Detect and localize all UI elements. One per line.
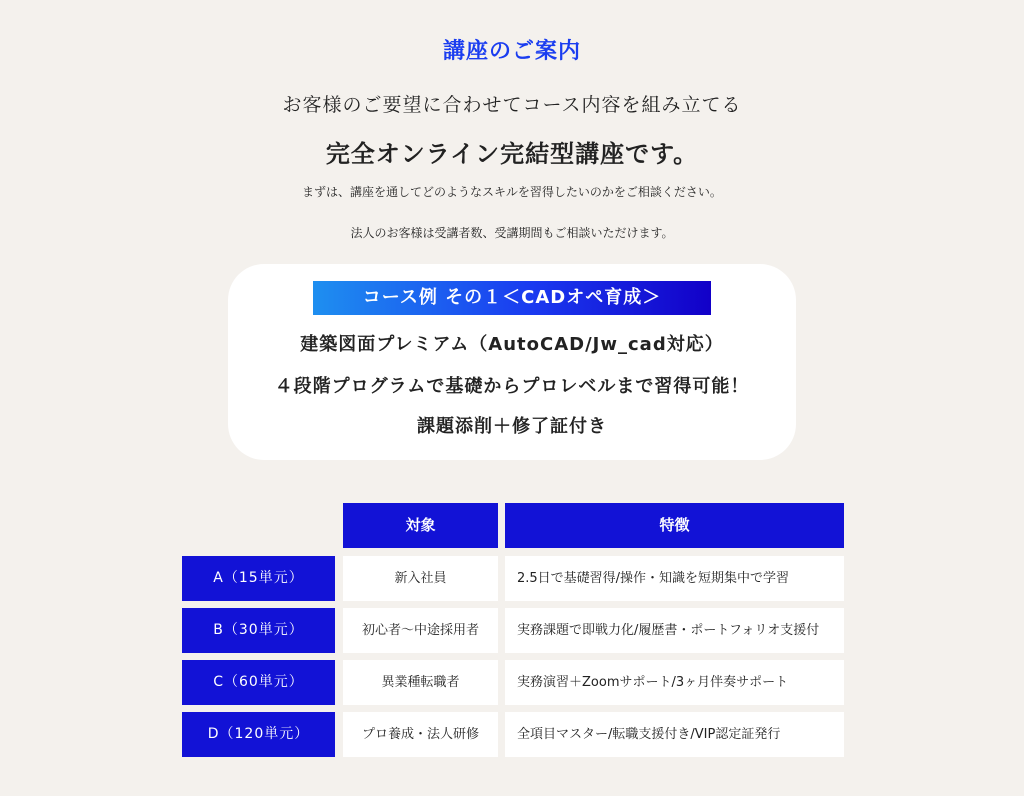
course-example-card [228,264,796,460]
row-label: C（60単元） [182,660,335,705]
corporate-note: 法人のお客様は受講者数、受講期間もご相談いただけます。 [350,226,674,240]
row-feature: 実務課題で即戦力化/履歴書・ポートフォリオ支援付 [505,608,844,653]
row-feature: 2.5日で基礎習得/操作・知識を短期集中で学習 [505,556,844,601]
row-label: B（30単元） [182,608,335,653]
row-target: 新入社員 [343,556,498,601]
row-feature: 実務演習＋Zoomサポート/3ヶ月伴奏サポート [505,660,844,705]
row-label: D（120単元） [182,712,335,757]
row-feature: 全項目マスター/転職支援付き/VIP認定証発行 [505,712,844,757]
course-example-badge: コース例 その１＜CADオペ育成＞ [313,281,711,315]
lead-text-line1: お客様のご要望に合わせてコース内容を組み立てる [282,94,742,116]
consult-note: まずは、講座を通してどのようなスキルを習得したいのかをご相談ください。 [302,185,722,199]
row-label: A（15単元） [182,556,335,601]
course-extras: 課題添削＋修了証付き [417,416,607,437]
table-header-target: 対象 [343,503,498,548]
course-name: 建築図面プレミアム（AutoCAD/Jw_cad対応） [300,334,724,355]
course-program-desc: ４段階プログラムで基礎からプロレベルまで習得可能！ [274,376,750,397]
row-target: 異業種転職者 [343,660,498,705]
section-title: 講座のご案内 [442,39,581,64]
row-target: プロ養成・法人研修 [343,712,498,757]
table-header-feature: 特徴 [505,503,844,548]
row-target: 初心者〜中途採用者 [343,608,498,653]
lead-text-line2: 完全オンライン完結型講座です。 [325,140,699,168]
